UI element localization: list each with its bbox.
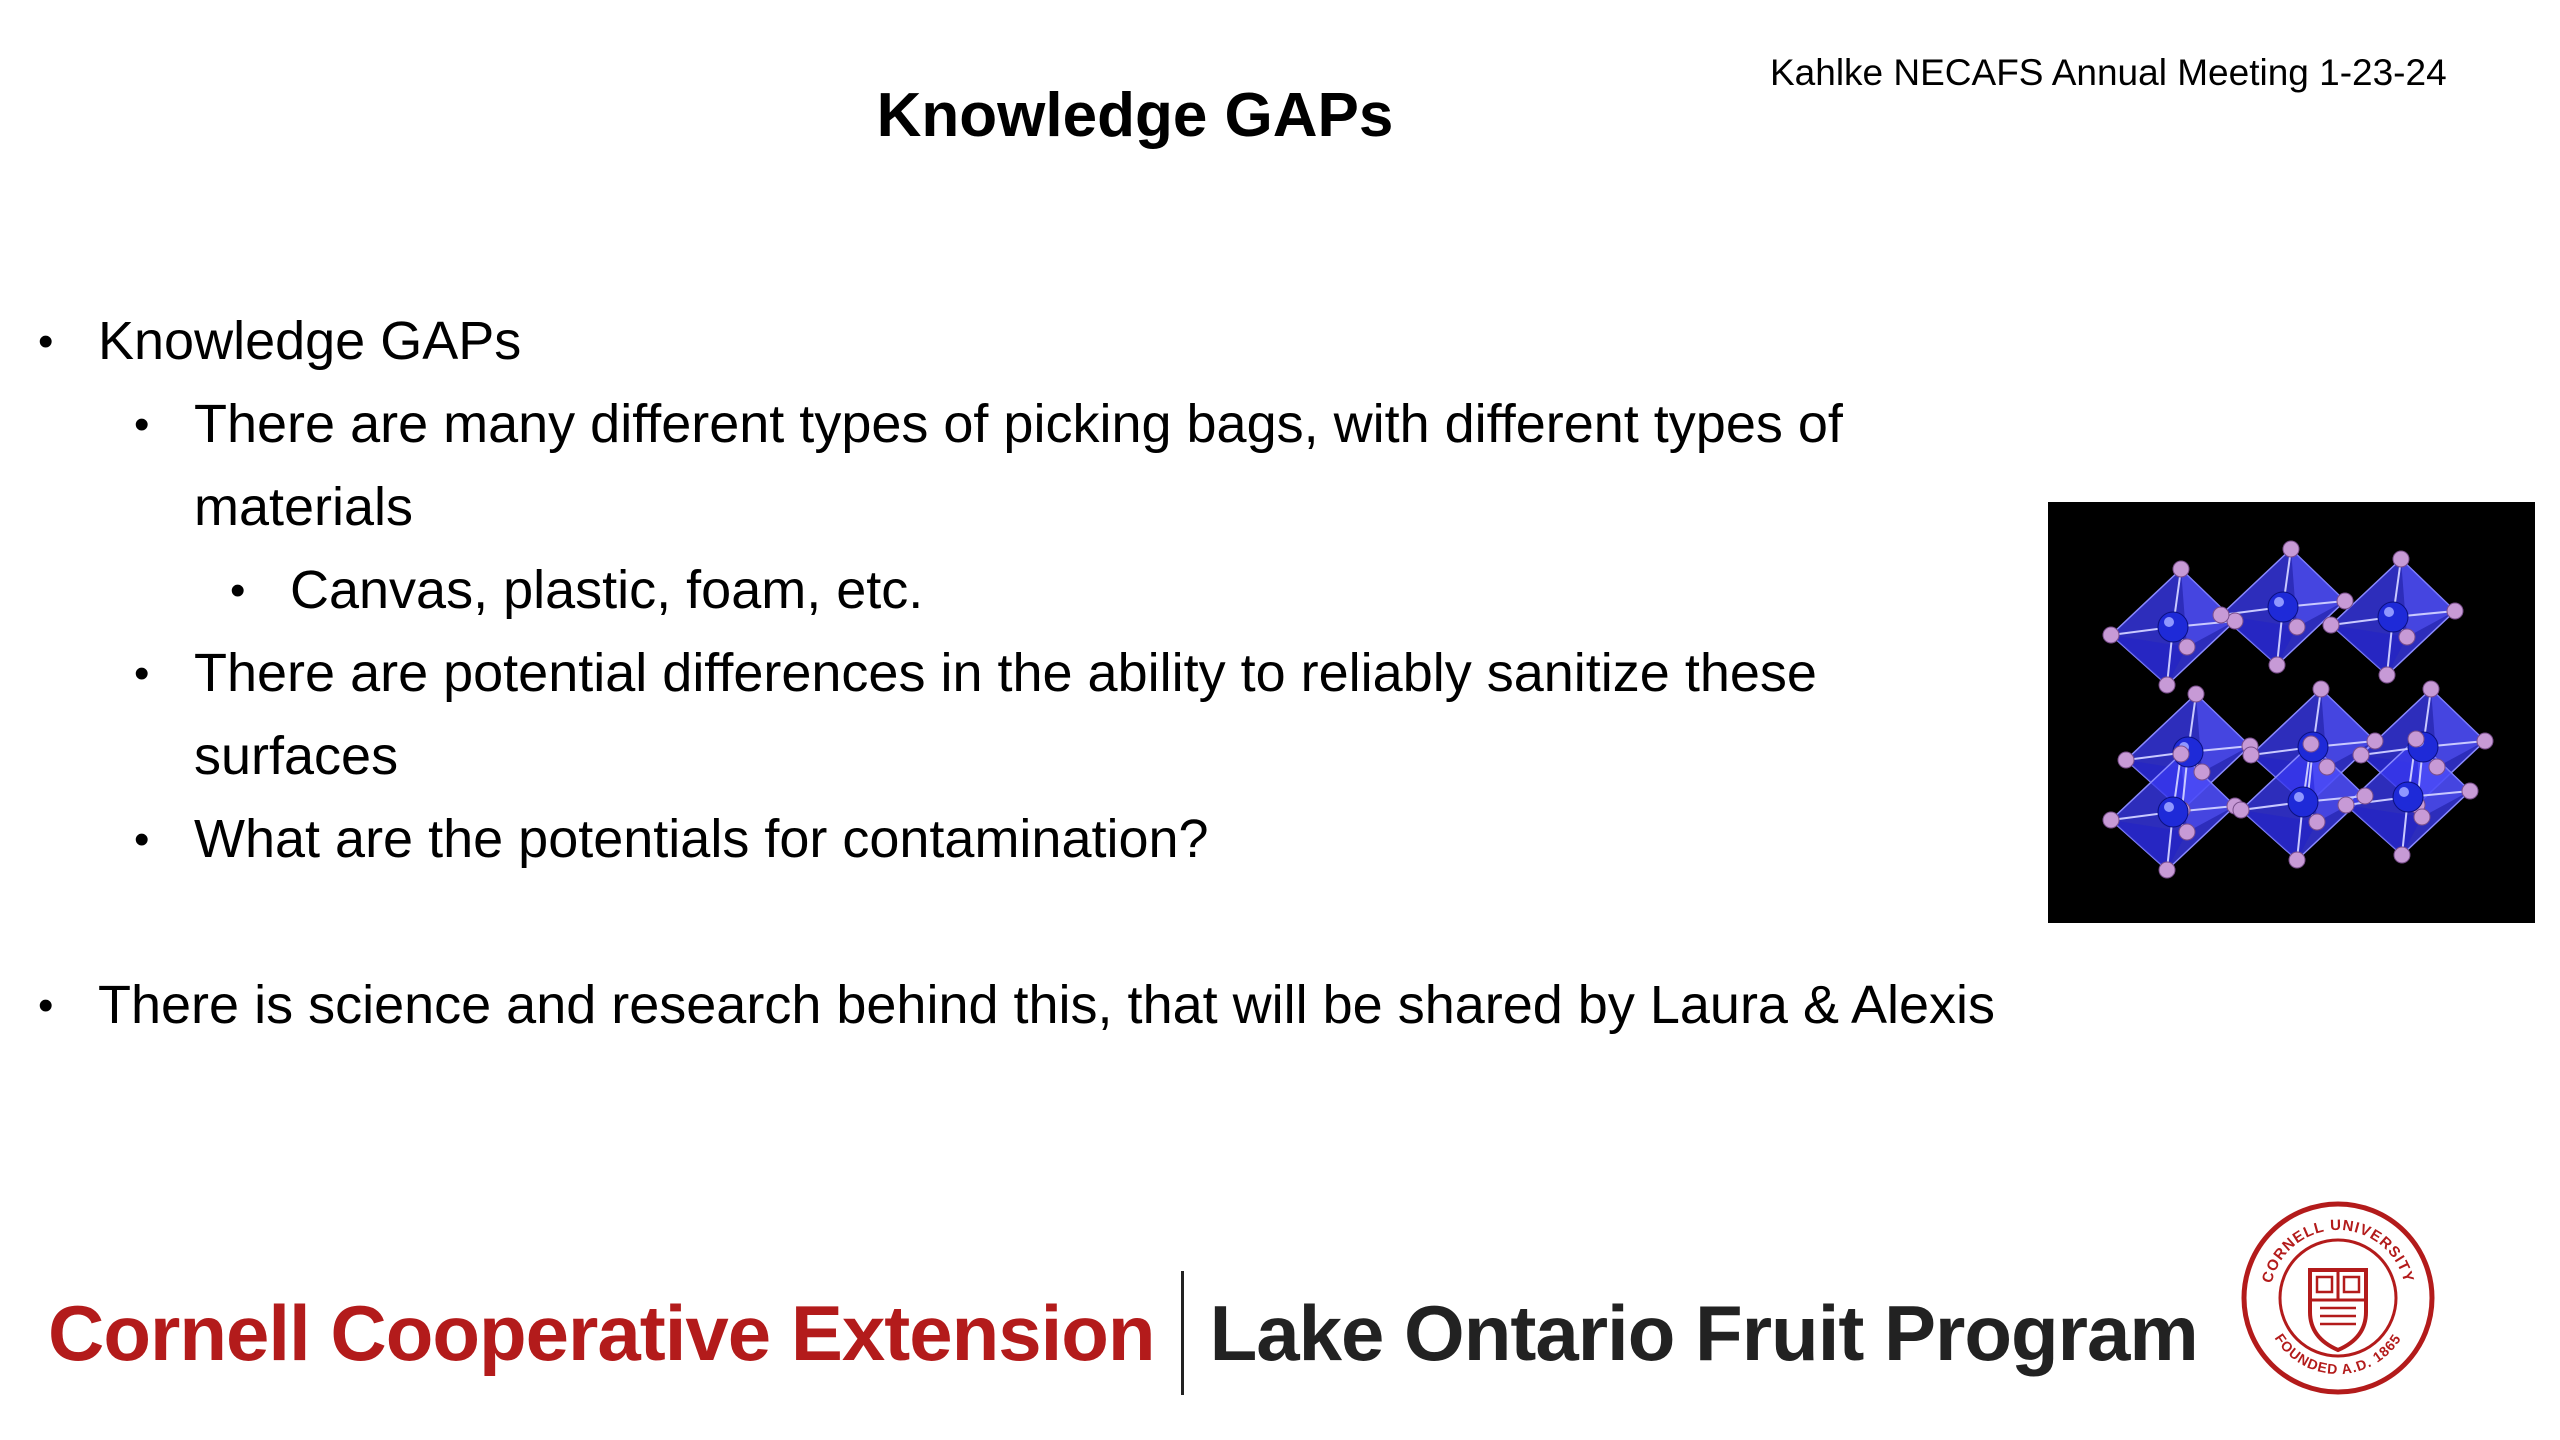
bullet-list	[36, 300, 2026, 1047]
octahedron-face	[2291, 549, 2345, 627]
ligand-atom	[2103, 812, 2119, 828]
bullet-item	[36, 549, 2026, 632]
ligand-atom	[2269, 657, 2285, 673]
ligand-atom	[2173, 561, 2189, 577]
octahedron-face	[2401, 559, 2455, 637]
metal-atom	[2158, 612, 2188, 642]
ligand-atom	[2309, 814, 2325, 830]
bullet-text: What are the potentials for contamination?	[194, 809, 1209, 869]
ligand-atom	[2323, 617, 2339, 633]
ligand-atom	[2399, 629, 2415, 645]
atom-highlight	[2384, 607, 2394, 617]
ligand-atom	[2179, 824, 2195, 840]
bullet-item	[36, 798, 2026, 881]
seal-text-top: CORNELL UNIVERSITY	[2258, 1216, 2418, 1285]
ligand-atom	[2173, 746, 2189, 762]
ligand-atom	[2159, 862, 2175, 878]
ligand-atom	[2423, 681, 2439, 697]
ligand-atom	[2357, 788, 2373, 804]
ligand-atom	[2477, 733, 2493, 749]
ligand-atom	[2188, 686, 2204, 702]
bullet-text: Canvas, plastic, foam, etc.	[290, 560, 924, 620]
atom-highlight	[2164, 802, 2174, 812]
ligand-atom	[2367, 733, 2383, 749]
ligand-atom	[2379, 667, 2395, 683]
bullet-spacer	[36, 881, 2026, 964]
ligand-atom	[2283, 541, 2299, 557]
metal-atom	[2378, 602, 2408, 632]
seal-text-bottom: FOUNDED A.D. 1865	[2271, 1330, 2405, 1378]
metal-atom	[2158, 797, 2188, 827]
ligand-atom	[2103, 627, 2119, 643]
bullet-text: There are potential differences in the ability to reliably sanitize these surfaces	[194, 643, 1817, 786]
bullet-text: There is science and research behind this, that will be shared by Laura & Alexis	[98, 975, 1996, 1035]
bullet-dot: •	[38, 981, 54, 1030]
bullet-text: Knowledge GAPs	[98, 311, 522, 371]
ligand-atom	[2194, 764, 2210, 780]
ligand-atom	[2159, 677, 2175, 693]
ligand-atom	[2393, 551, 2409, 567]
metal-atom	[2268, 592, 2298, 622]
metal-atom	[2288, 787, 2318, 817]
ligand-atom	[2319, 759, 2335, 775]
svg-text:FOUNDED A.D. 1865	[2272, 1331, 2404, 1378]
crystal-lattice-graphic	[2048, 502, 2535, 923]
ligand-atom	[2179, 639, 2195, 655]
ligand-atom	[2447, 603, 2463, 619]
ligand-atom	[2462, 783, 2478, 799]
cornell-university-seal-icon	[2240, 1200, 2436, 1396]
footer-divider	[1181, 1271, 1184, 1395]
atom-highlight	[2294, 792, 2304, 802]
organization-name: Cornell Cooperative Extension	[48, 1288, 1155, 1377]
bullet-item	[36, 632, 2026, 798]
atom-highlight	[2274, 597, 2284, 607]
bullet-dot: •	[134, 400, 150, 449]
crystal-lattice-icon	[2048, 502, 2535, 923]
ligand-atom	[2289, 619, 2305, 635]
atom-highlight	[2164, 617, 2174, 627]
bullet-item	[36, 300, 2026, 383]
bullet-text: There are many different types of picking bags, with different types of materials	[194, 394, 1843, 537]
octahedron-face	[2431, 689, 2485, 767]
bullet-dot: •	[230, 566, 246, 615]
ligand-atom	[2289, 852, 2305, 868]
ligand-atom	[2394, 847, 2410, 863]
ligand-atom	[2118, 752, 2134, 768]
ligand-atom	[2337, 593, 2353, 609]
ligand-atom	[2303, 736, 2319, 752]
ligand-atom	[2414, 809, 2430, 825]
bullet-dot: •	[38, 317, 54, 366]
ligand-atom	[2338, 797, 2354, 813]
bullet-item	[36, 964, 2026, 1047]
octahedron-face	[2196, 694, 2250, 772]
octahedron-face	[2181, 569, 2235, 647]
slide-title: Knowledge GAPs	[876, 81, 1394, 150]
header-note: Kahlke NECAFS Annual Meeting 1-23-24	[1770, 52, 2447, 93]
ligand-atom	[2233, 802, 2249, 818]
ligand-atom	[2408, 731, 2424, 747]
program-name: Lake Ontario Fruit Program	[1209, 1288, 2198, 1377]
ligand-atom	[2243, 747, 2259, 763]
metal-atom	[2393, 782, 2423, 812]
footer-branding	[48, 1268, 2198, 1398]
bullet-item	[36, 383, 2026, 549]
ligand-atom	[2313, 681, 2329, 697]
atom-highlight	[2399, 787, 2409, 797]
ligand-atom	[2213, 607, 2229, 623]
bullet-dot: •	[134, 649, 150, 698]
bullet-dot: •	[134, 815, 150, 864]
ligand-atom	[2353, 747, 2369, 763]
ligand-atom	[2429, 759, 2445, 775]
seal-graphic	[2240, 1200, 2436, 1396]
